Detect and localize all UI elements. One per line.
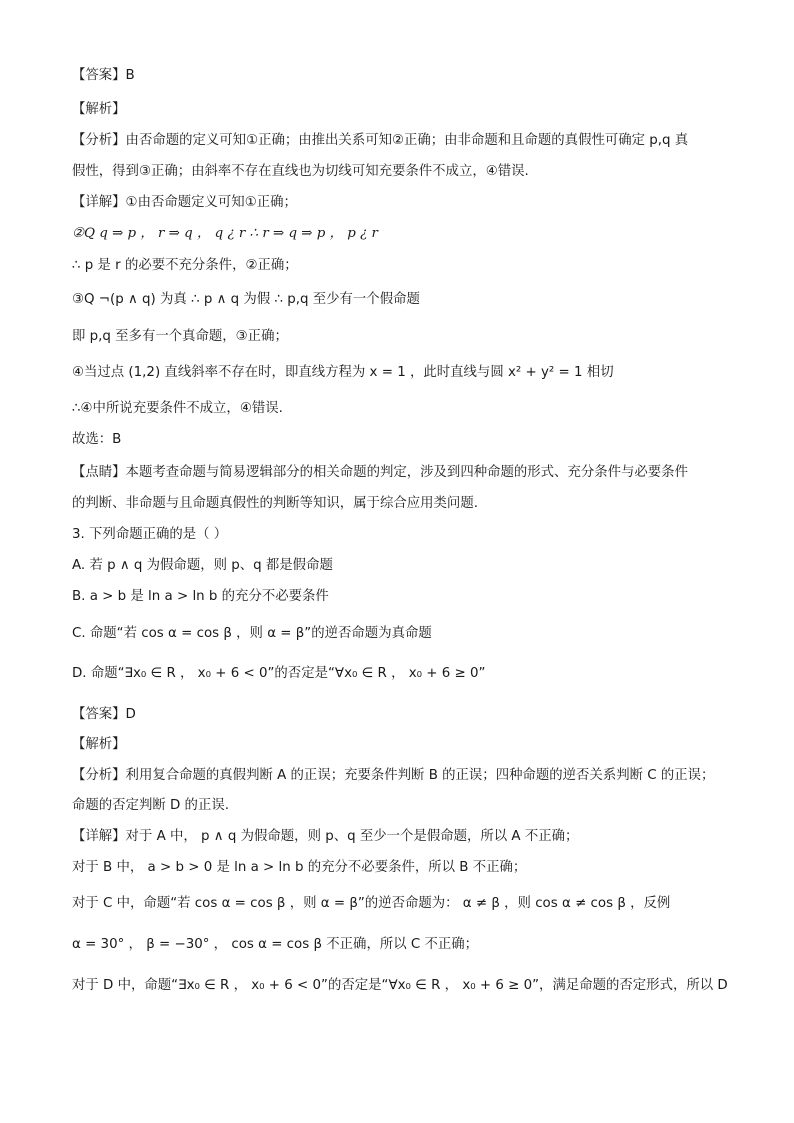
analysis-header-q3: 【解析】 <box>72 737 126 752</box>
detail-line-3: ∴ p 是 r 的必要不充分条件，②正确； <box>72 258 298 273</box>
q3-analysis-line-2: 命题的否定判断 D 的正误. <box>72 798 229 813</box>
answer-label-q2: 【答案】B <box>72 68 135 83</box>
option-a: A. 若 p ∧ q 为假命题，则 p、q 都是假命题 <box>72 558 333 573</box>
question-3-stem: 3. 下列命题正确的是（ ） <box>72 527 228 542</box>
q3-detail-line-2: 对于 B 中， a > b > 0 是 ln a > ln b 的充分不必要条件，所以 B 不正确； <box>72 860 527 875</box>
analysis-line-1: 【分析】由否命题的定义可知①正确；由推出关系可知②正确；由非命题和且命题的真假性可确定 p,q 真 <box>72 133 689 148</box>
q3-detail-line-4: α = 30° ， β = −30° ， cos α = cos β 不正确，所以 C 不正确； <box>72 937 479 952</box>
analysis-header-q2: 【解析】 <box>72 102 126 117</box>
detail-line-4: ③Q ¬(p ∧ q) 为真 ∴ p ∧ q 为假 ∴ p,q 至少有一个假命题 <box>72 292 420 307</box>
detail-line-2: ②Q q ⇒ p ， r ⇒ q ， q ¿ r ∴ r ⇒ q ⇒ p ， p ¿ r <box>72 226 378 241</box>
q3-detail-line-1: 【详解】对于 A 中， p ∧ q 为假命题，则 p、q 至少一个是假命题，所以 A 不正确； <box>72 829 579 844</box>
option-c: C. 命题“若 cos α = cos β ，则 α = β”的逆否命题为真命题 <box>72 626 432 641</box>
q3-detail-line-5: 对于 D 中，命题“∃x₀ ∈ R ， x₀ + 6 < 0”的否定是“∀x₀ ∈ R ， x₀ + 6 ≥ 0”，满足命题的否定形式，所以 D <box>72 978 728 993</box>
comment-line-2: 的判断、非命题与且命题真假性的判断等知识，属于综合应用类问题. <box>72 496 478 511</box>
q3-detail-line-3: 对于 C 中，命题“若 cos α = cos β ，则 α = β”的逆否命题为： α ≠ β ，则 cos α ≠ cos β ，反例 <box>72 896 671 911</box>
analysis-line-2: 假性，得到③正确；由斜率不存在直线也为切线可知充要条件不成立，④错误. <box>72 164 529 179</box>
detail-line-1: 【详解】①由否命题定义可知①正确； <box>72 195 297 210</box>
option-d: D. 命题“∃x₀ ∈ R ， x₀ + 6 < 0”的否定是“∀x₀ ∈ R ， x₀ + 6 ≥ 0” <box>72 666 486 681</box>
answer-label-q3: 【答案】D <box>72 707 136 722</box>
detail-line-6: ④当过点 (1,2) 直线斜率不存在时，即直线方程为 x = 1 ，此时直线与圆 x² + y² = 1 相切 <box>72 365 614 380</box>
detail-line-5: 即 p,q 至多有一个真命题，③正确； <box>72 329 288 344</box>
choice-line: 故选：B <box>72 432 122 447</box>
q3-analysis-line-1: 【分析】利用复合命题的真假判断 A 的正误；充要条件判断 B 的正误；四种命题的逆否关系判断 C 的正误； <box>72 768 715 783</box>
option-b: B. a > b 是 ln a > ln b 的充分不必要条件 <box>72 589 329 604</box>
comment-line-1: 【点睛】本题考查命题与简易逻辑部分的相关命题的判定，涉及到四种命题的形式、充分条件与必要条件 <box>72 465 688 480</box>
detail-line-7: ∴④中所说充要条件不成立，④错误. <box>72 401 283 416</box>
